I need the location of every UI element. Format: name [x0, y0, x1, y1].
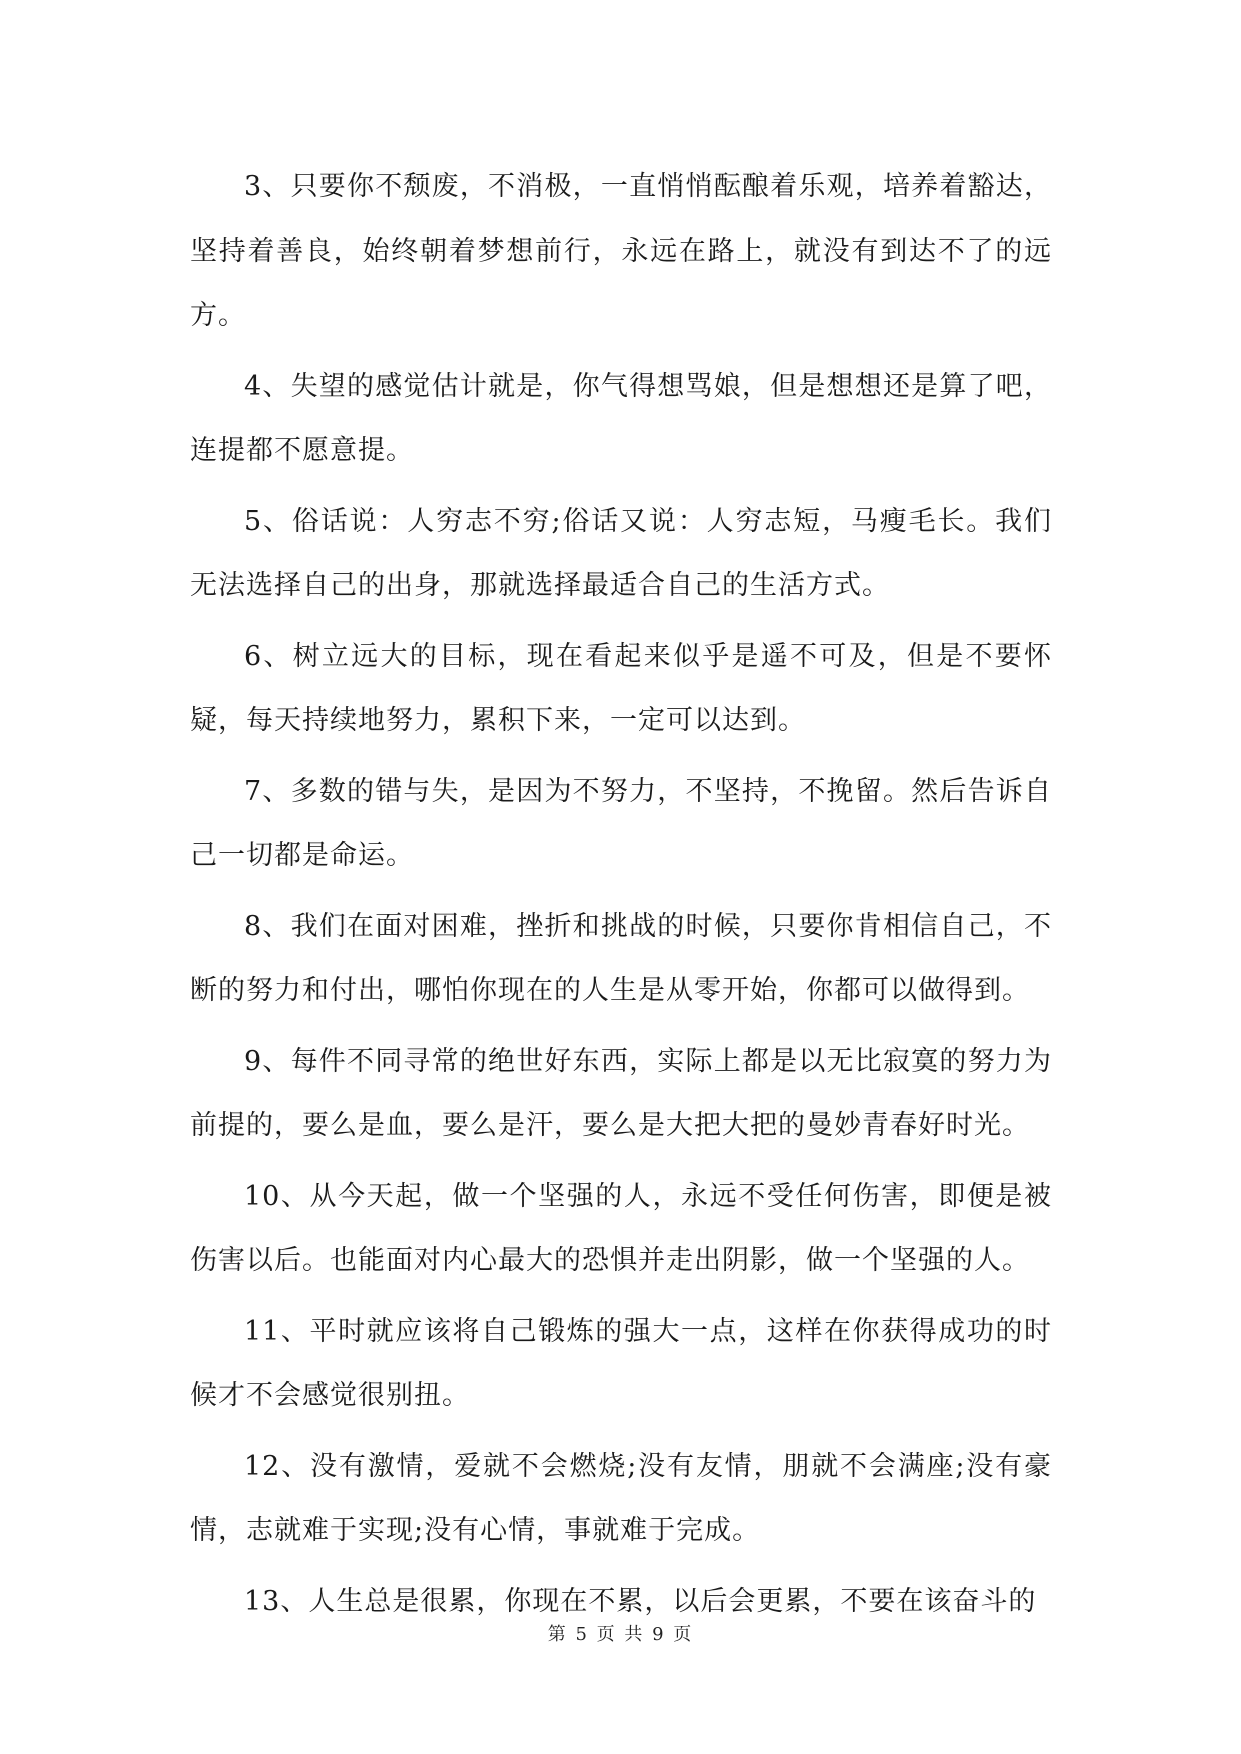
paragraph: 9、每件不同寻常的绝世好东西，实际上都是以无比寂寞的努力为前提的，要么是血，要么是汗，要么是大把大把的曼妙青春好时光。: [190, 1045, 1052, 1141]
paragraph: 10、从今天起，做一个坚强的人，永远不受任何伤害，即便是被伤害以后。也能面对内心最大的恐惧并走出阴影，做一个坚强的人。: [190, 1180, 1052, 1276]
paragraph: 12、没有激情，爱就不会燃烧;没有友情，朋就不会满座;没有豪情，志就难于实现;没有心情，事就难于完成。: [190, 1450, 1052, 1546]
paragraph: 7、多数的错与失，是因为不努力，不坚持，不挽留。然后告诉自己一切都是命运。: [190, 775, 1052, 871]
document-body: [190, 155, 1052, 1640]
paragraph: 6、树立远大的目标，现在看起来似乎是遥不可及，但是不要怀疑，每天持续地努力，累积下来，一定可以达到。: [190, 640, 1052, 736]
paragraph: 3、只要你不颓废，不消极，一直悄悄酝酿着乐观，培养着豁达，坚持着善良，始终朝着梦想前行，永远在路上，就没有到达不了的远方。: [190, 171, 1052, 331]
paragraph: 13、人生总是很累，你现在不累，以后会更累，不要在该奋斗的: [244, 1585, 1037, 1617]
paragraph: 11、平时就应该将自己锻炼的强大一点，这样在你获得成功的时候才不会感觉很别扭。: [190, 1315, 1052, 1411]
page-number-footer: 第 5 页 共 9 页: [547, 1624, 694, 1645]
paragraph: 8、我们在面对困难，挫折和挑战的时候，只要你肯相信自己，不断的努力和付出，哪怕你现在的人生是从零开始，你都可以做得到。: [190, 910, 1052, 1006]
paragraph: 5、俗话说：人穷志不穷;俗话又说：人穷志短，马瘦毛长。我们无法选择自己的出身，那就选择最适合自己的生活方式。: [190, 505, 1052, 601]
paragraph: 4、失望的感觉估计就是，你气得想骂娘，但是想想还是算了吧，连提都不愿意提。: [190, 370, 1052, 466]
